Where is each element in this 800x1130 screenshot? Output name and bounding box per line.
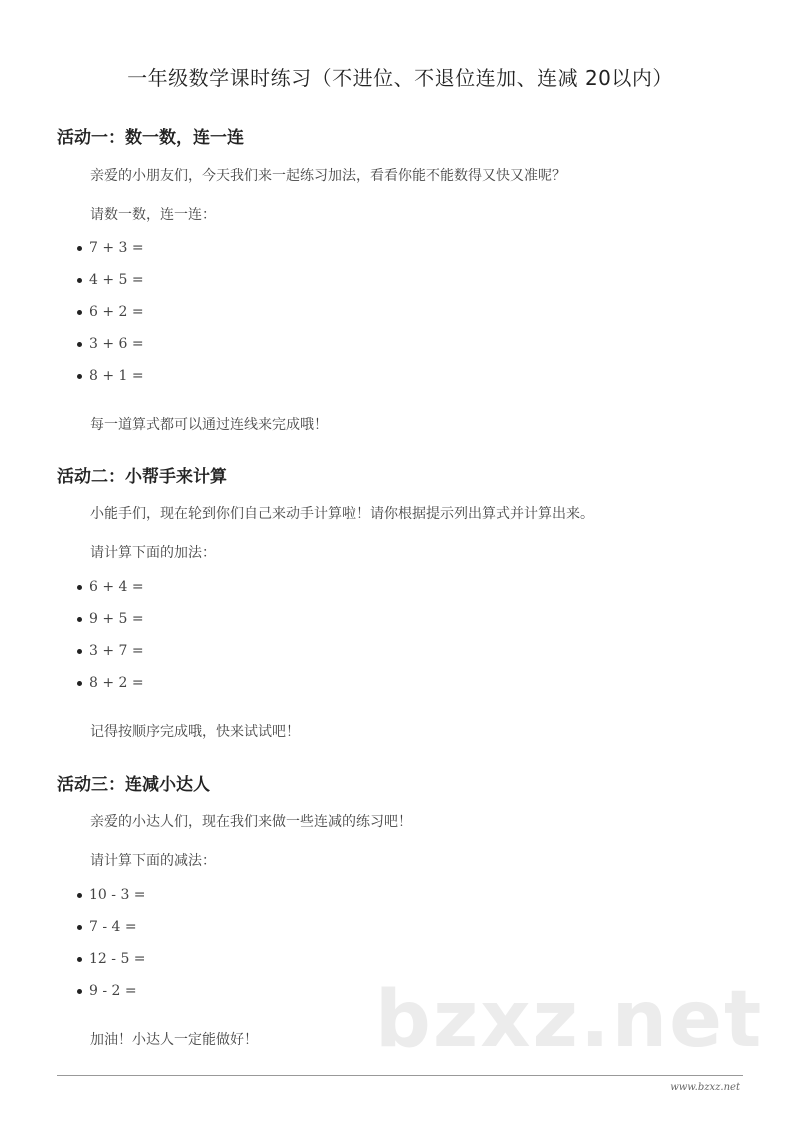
bullet-icon (77, 925, 82, 930)
list-item (77, 240, 144, 256)
list-item (77, 272, 144, 288)
equation: 6 + 2 = (89, 304, 144, 320)
bullet-icon (77, 310, 82, 315)
list-item (77, 611, 144, 627)
equation: 4 + 5 = (89, 272, 144, 288)
equation: 8 + 2 = (89, 675, 144, 691)
section-1-closing: 每一道算式都可以通过连线来完成哦！ (90, 417, 328, 433)
section-3-heading: 活动三：连减小达人 (57, 775, 210, 795)
bullet-icon (77, 278, 82, 283)
section-3-closing: 加油！小达人一定能做好！ (90, 1032, 258, 1048)
section-2-intro: 小能手们，现在轮到你们自己来动手计算啦！请你根据提示列出算式并计算出来。 (90, 506, 594, 522)
bullet-icon (77, 374, 82, 379)
section-1-intro: 亲爱的小朋友们，今天我们来一起练习加法，看看你能不能数得又快又准呢？ (90, 168, 566, 184)
section-1-prompt: 请数一数，连一连： (90, 207, 216, 223)
equation: 9 + 5 = (89, 611, 144, 627)
bullet-icon (77, 989, 82, 994)
equation: 3 + 7 = (89, 643, 144, 659)
equation: 7 + 3 = (89, 240, 144, 256)
bullet-icon (77, 246, 82, 251)
section-2-heading: 活动二：小帮手来计算 (57, 467, 227, 487)
section-2-prompt: 请计算下面的加法： (90, 545, 216, 561)
bullet-icon (77, 617, 82, 622)
equation: 3 + 6 = (89, 336, 144, 352)
equation: 9 - 2 = (89, 983, 137, 999)
list-item (77, 579, 144, 595)
list-item (77, 887, 146, 903)
list-item (77, 368, 144, 384)
document-title: 一年级数学课时练习（不进位、不退位连加、连减 20以内） (127, 66, 673, 90)
list-item (77, 951, 146, 967)
equation: 8 + 1 = (89, 368, 144, 384)
list-item (77, 675, 144, 691)
equation: 10 - 3 = (89, 887, 146, 903)
equation: 12 - 5 = (89, 951, 146, 967)
bullet-icon (77, 957, 82, 962)
bullet-icon (77, 649, 82, 654)
bullet-icon (77, 893, 82, 898)
list-item (77, 919, 137, 935)
footer-url: www.bzxz.net (670, 1082, 740, 1093)
bullet-icon (77, 342, 82, 347)
list-item (77, 983, 137, 999)
section-1-heading: 活动一：数一数，连一连 (57, 128, 244, 148)
bullet-icon (77, 585, 82, 590)
section-2-closing: 记得按顺序完成哦，快来试试吧！ (90, 724, 300, 740)
list-item (77, 304, 144, 320)
watermark: bzxz.net (375, 975, 764, 1065)
section-3-prompt: 请计算下面的减法： (90, 853, 216, 869)
list-item (77, 643, 144, 659)
list-item (77, 336, 144, 352)
footer-divider (57, 1075, 743, 1076)
equation: 7 - 4 = (89, 919, 137, 935)
bullet-icon (77, 681, 82, 686)
section-3-intro: 亲爱的小达人们，现在我们来做一些连减的练习吧！ (90, 814, 412, 830)
equation: 6 + 4 = (89, 579, 144, 595)
